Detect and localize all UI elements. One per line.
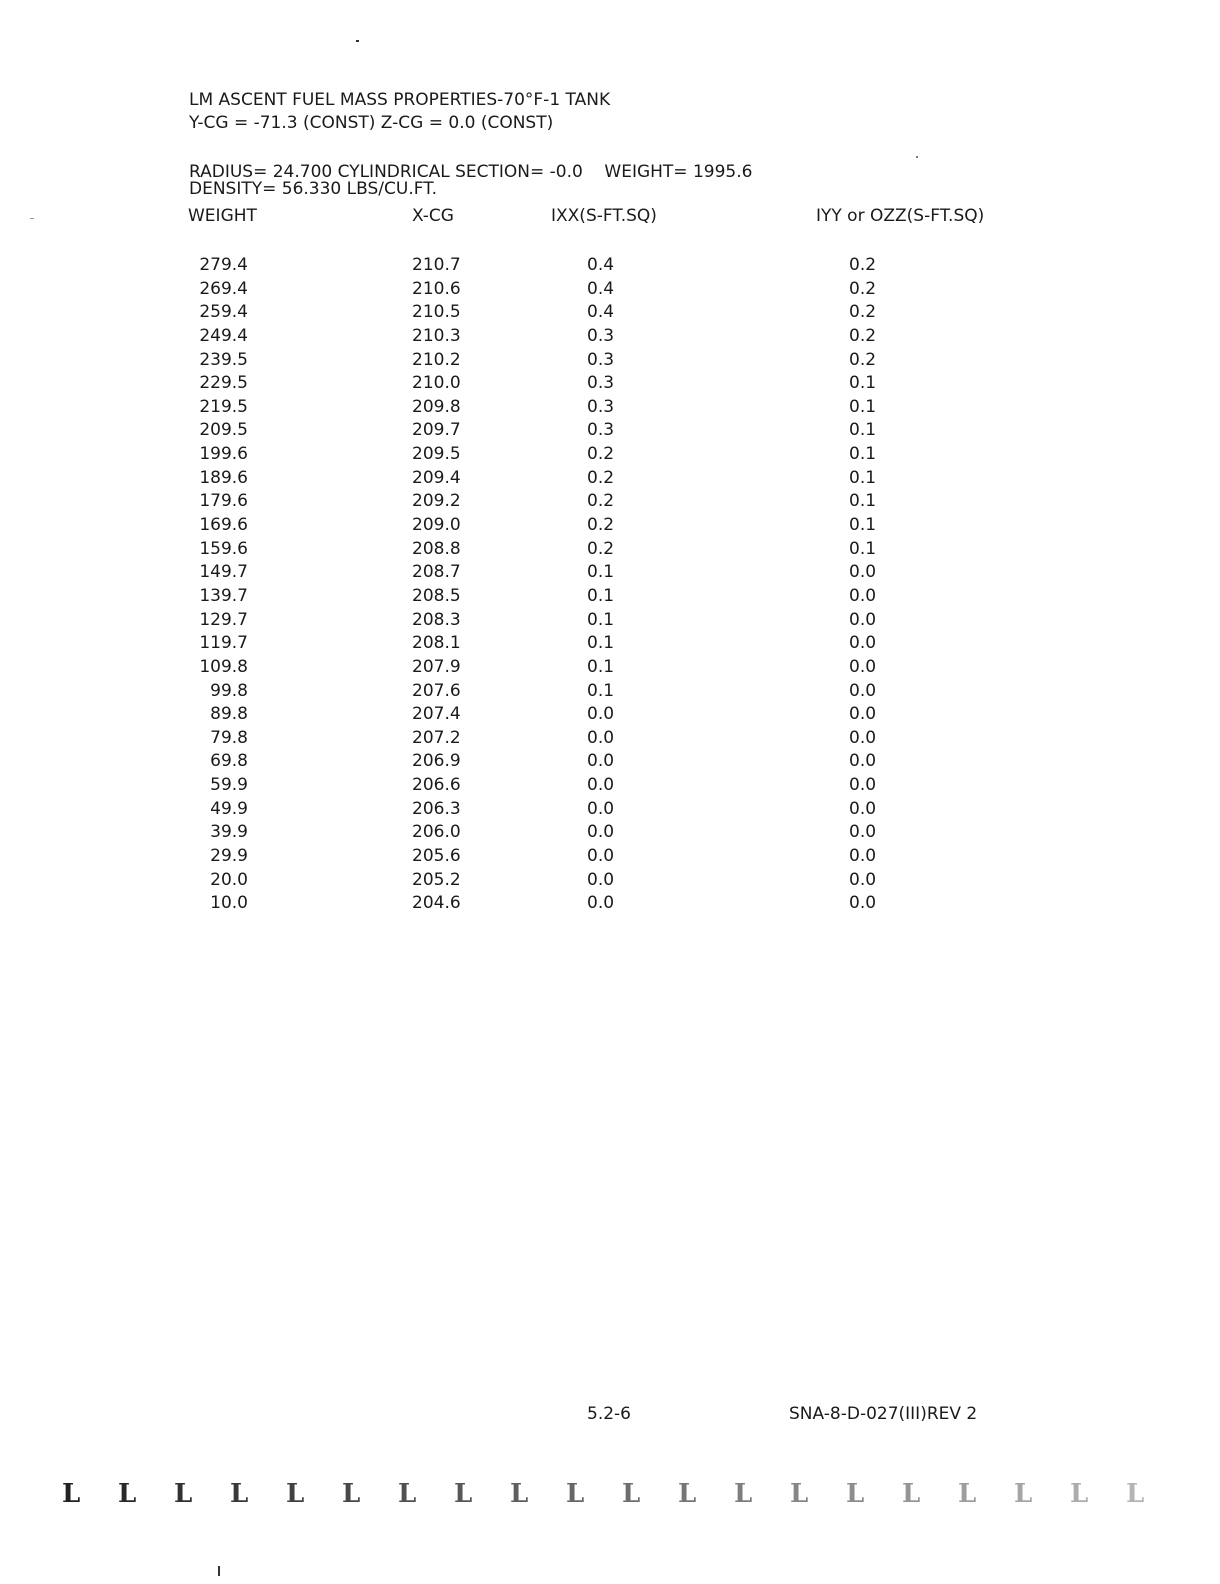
table-row [0,704,1220,728]
cell-x-cg: 206.0 [412,822,461,843]
table-row [0,468,1220,492]
cell-ixx: 0.2 [587,538,615,559]
cell-iyy-ozz: 0.0 [849,656,877,677]
cell-x-cg: 207.4 [412,704,461,725]
cell-x-cg: 205.6 [412,846,461,867]
table-row [0,610,1220,634]
cell-iyy-ozz: 0.2 [849,349,877,370]
cell-x-cg: 206.9 [412,751,461,772]
cell-ixx: 0.2 [587,491,615,512]
cell-weight: 59.9 [210,775,248,796]
table-row [0,302,1220,326]
cell-x-cg: 208.5 [412,585,461,606]
cell-weight: 239.5 [199,349,248,370]
edge-mark: L [286,1479,305,1509]
cell-weight: 259.4 [199,302,248,323]
cell-iyy-ozz: 0.0 [849,704,877,725]
cell-x-cg: 209.7 [412,420,461,441]
cell-ixx: 0.0 [587,798,615,819]
edge-mark: L [790,1479,809,1509]
table-row [0,751,1220,775]
cell-x-cg: 209.5 [412,444,461,465]
cell-ixx: 0.3 [587,420,615,441]
cell-iyy-ozz: 0.0 [849,893,877,914]
table-row [0,397,1220,421]
cell-x-cg: 209.2 [412,491,461,512]
cell-iyy-ozz: 0.1 [849,420,877,441]
cell-iyy-ozz: 0.1 [849,396,877,417]
cell-ixx: 0.2 [587,467,615,488]
table-row [0,491,1220,515]
cell-ixx: 0.0 [587,751,615,772]
cell-weight: 20.0 [210,869,248,890]
cell-x-cg: 207.6 [412,680,461,701]
column-header-weight: WEIGHT [188,206,257,226]
cell-ixx: 0.1 [587,680,615,701]
edge-mark: L [1126,1479,1145,1509]
cell-x-cg: 210.2 [412,349,461,370]
table-row [0,775,1220,799]
cell-ixx: 0.0 [587,822,615,843]
cell-ixx: 0.0 [587,727,615,748]
cell-iyy-ozz: 0.0 [849,585,877,606]
cell-x-cg: 209.0 [412,515,461,536]
cell-ixx: 0.3 [587,373,615,394]
parameters-line-1: RADIUS= 24.700 CYLINDRICAL SECTION= -0.0 WEIGHT= 1995.6 [189,162,753,182]
table-row [0,279,1220,303]
edge-mark: L [174,1479,193,1509]
column-header-iyy-ozz: IYY or OZZ(S-FT.SQ) [816,206,985,226]
cell-weight: 219.5 [199,396,248,417]
edge-mark: L [342,1479,361,1509]
table-row [0,444,1220,468]
cell-ixx: 0.1 [587,633,615,654]
cell-iyy-ozz: 0.2 [849,325,877,346]
edge-mark: L [734,1479,753,1509]
cell-ixx: 0.1 [587,585,615,606]
cell-x-cg: 210.0 [412,373,461,394]
cell-iyy-ozz: 0.0 [849,798,877,819]
cell-weight: 99.8 [210,680,248,701]
cell-iyy-ozz: 0.1 [849,467,877,488]
cell-x-cg: 210.3 [412,325,461,346]
table-row [0,893,1220,917]
scan-speck [218,1566,220,1576]
cell-x-cg: 206.3 [412,798,461,819]
cell-weight: 279.4 [199,255,248,275]
cell-x-cg: 209.4 [412,467,461,488]
mass-properties-table [0,255,1220,917]
edge-mark: L [958,1479,977,1509]
edge-mark: L [454,1479,473,1509]
table-row [0,586,1220,610]
cell-ixx: 0.2 [587,515,615,536]
cell-iyy-ozz: 0.1 [849,538,877,559]
cell-weight: 109.8 [199,656,248,677]
cell-weight: 119.7 [199,633,248,654]
cell-x-cg: 208.7 [412,562,461,583]
edge-mark: L [62,1479,81,1509]
cell-x-cg: 208.8 [412,538,461,559]
cell-iyy-ozz: 0.0 [849,751,877,772]
cell-iyy-ozz: 0.0 [849,680,877,701]
table-row [0,799,1220,823]
cell-ixx: 0.1 [587,656,615,677]
table-row [0,515,1220,539]
cell-ixx: 0.1 [587,609,615,630]
cell-weight: 189.6 [199,467,248,488]
cell-ixx: 0.3 [587,396,615,417]
edge-mark: L [846,1479,865,1509]
cell-iyy-ozz: 0.0 [849,609,877,630]
cell-iyy-ozz: 0.2 [849,302,877,323]
scan-speck [916,156,918,158]
cell-weight: 39.9 [210,822,248,843]
cell-ixx: 0.3 [587,325,615,346]
table-row [0,846,1220,870]
cell-weight: 249.4 [199,325,248,346]
page-number: 5.2-6 [587,1404,631,1424]
cell-x-cg: 210.7 [412,255,461,275]
table-row [0,255,1220,279]
cell-weight: 179.6 [199,491,248,512]
table-row [0,822,1220,846]
cell-x-cg: 209.8 [412,396,461,417]
table-row [0,633,1220,657]
cell-weight: 159.6 [199,538,248,559]
edge-mark: L [1070,1479,1089,1509]
edge-mark: L [230,1479,249,1509]
cell-x-cg: 206.6 [412,775,461,796]
cell-x-cg: 204.6 [412,893,461,914]
table-row [0,562,1220,586]
document-title: LM ASCENT FUEL MASS PROPERTIES-70°F-1 TANK [189,90,611,110]
edge-mark: L [566,1479,585,1509]
cell-iyy-ozz: 0.0 [849,822,877,843]
cell-ixx: 0.0 [587,869,615,890]
cell-weight: 69.8 [210,751,248,772]
cell-iyy-ozz: 0.1 [849,491,877,512]
cell-ixx: 0.3 [587,349,615,370]
scan-speck [30,218,34,219]
cell-weight: 129.7 [199,609,248,630]
table-row [0,728,1220,752]
cell-x-cg: 205.2 [412,869,461,890]
scan-speck [356,40,359,42]
table-row [0,681,1220,705]
edge-mark: L [118,1479,137,1509]
cell-iyy-ozz: 0.0 [849,775,877,796]
cell-x-cg: 208.3 [412,609,461,630]
edge-mark: L [1014,1479,1033,1509]
column-header-ixx: IXX(S-FT.SQ) [551,206,657,226]
table-row [0,657,1220,681]
cell-weight: 139.7 [199,585,248,606]
cell-ixx: 0.0 [587,704,615,725]
cell-ixx: 0.4 [587,278,615,299]
cell-weight: 199.6 [199,444,248,465]
table-row [0,326,1220,350]
document-number: SNA-8-D-027(III)REV 2 [789,1404,978,1424]
cell-weight: 149.7 [199,562,248,583]
cell-weight: 79.8 [210,727,248,748]
cell-weight: 269.4 [199,278,248,299]
parameters-line-2: DENSITY= 56.330 LBS/CU.FT. [189,179,437,199]
cell-weight: 169.6 [199,515,248,536]
cell-weight: 10.0 [210,893,248,914]
cell-iyy-ozz: 0.1 [849,444,877,465]
cell-weight: 89.8 [210,704,248,725]
cell-ixx: 0.2 [587,444,615,465]
edge-mark: L [902,1479,921,1509]
edge-mark: L [510,1479,529,1509]
edge-mark: L [678,1479,697,1509]
cell-ixx: 0.0 [587,893,615,914]
cell-iyy-ozz: 0.2 [849,255,877,275]
cell-ixx: 0.0 [587,775,615,796]
cell-ixx: 0.4 [587,255,615,275]
cell-ixx: 0.4 [587,302,615,323]
cell-weight: 29.9 [210,846,248,867]
column-header-x-cg: X-CG [412,206,454,226]
table-row [0,870,1220,894]
cell-ixx: 0.1 [587,562,615,583]
cell-ixx: 0.0 [587,846,615,867]
cell-iyy-ozz: 0.0 [849,727,877,748]
cell-weight: 209.5 [199,420,248,441]
table-row [0,350,1220,374]
cell-iyy-ozz: 0.0 [849,869,877,890]
cell-x-cg: 210.6 [412,278,461,299]
cell-weight: 229.5 [199,373,248,394]
edge-mark: L [622,1479,641,1509]
cell-x-cg: 208.1 [412,633,461,654]
edge-mark: L [398,1479,417,1509]
table-row [0,420,1220,444]
cell-iyy-ozz: 0.0 [849,633,877,654]
cell-iyy-ozz: 0.1 [849,373,877,394]
cell-iyy-ozz: 0.0 [849,562,877,583]
cell-x-cg: 210.5 [412,302,461,323]
scan-edge-marks [0,1480,1220,1510]
cell-iyy-ozz: 0.1 [849,515,877,536]
cell-iyy-ozz: 0.0 [849,846,877,867]
cell-iyy-ozz: 0.2 [849,278,877,299]
cell-weight: 49.9 [210,798,248,819]
table-row [0,373,1220,397]
table-row [0,539,1220,563]
cell-x-cg: 207.2 [412,727,461,748]
document-subtitle: Y-CG = -71.3 (CONST) Z-CG = 0.0 (CONST) [189,113,554,133]
cell-x-cg: 207.9 [412,656,461,677]
